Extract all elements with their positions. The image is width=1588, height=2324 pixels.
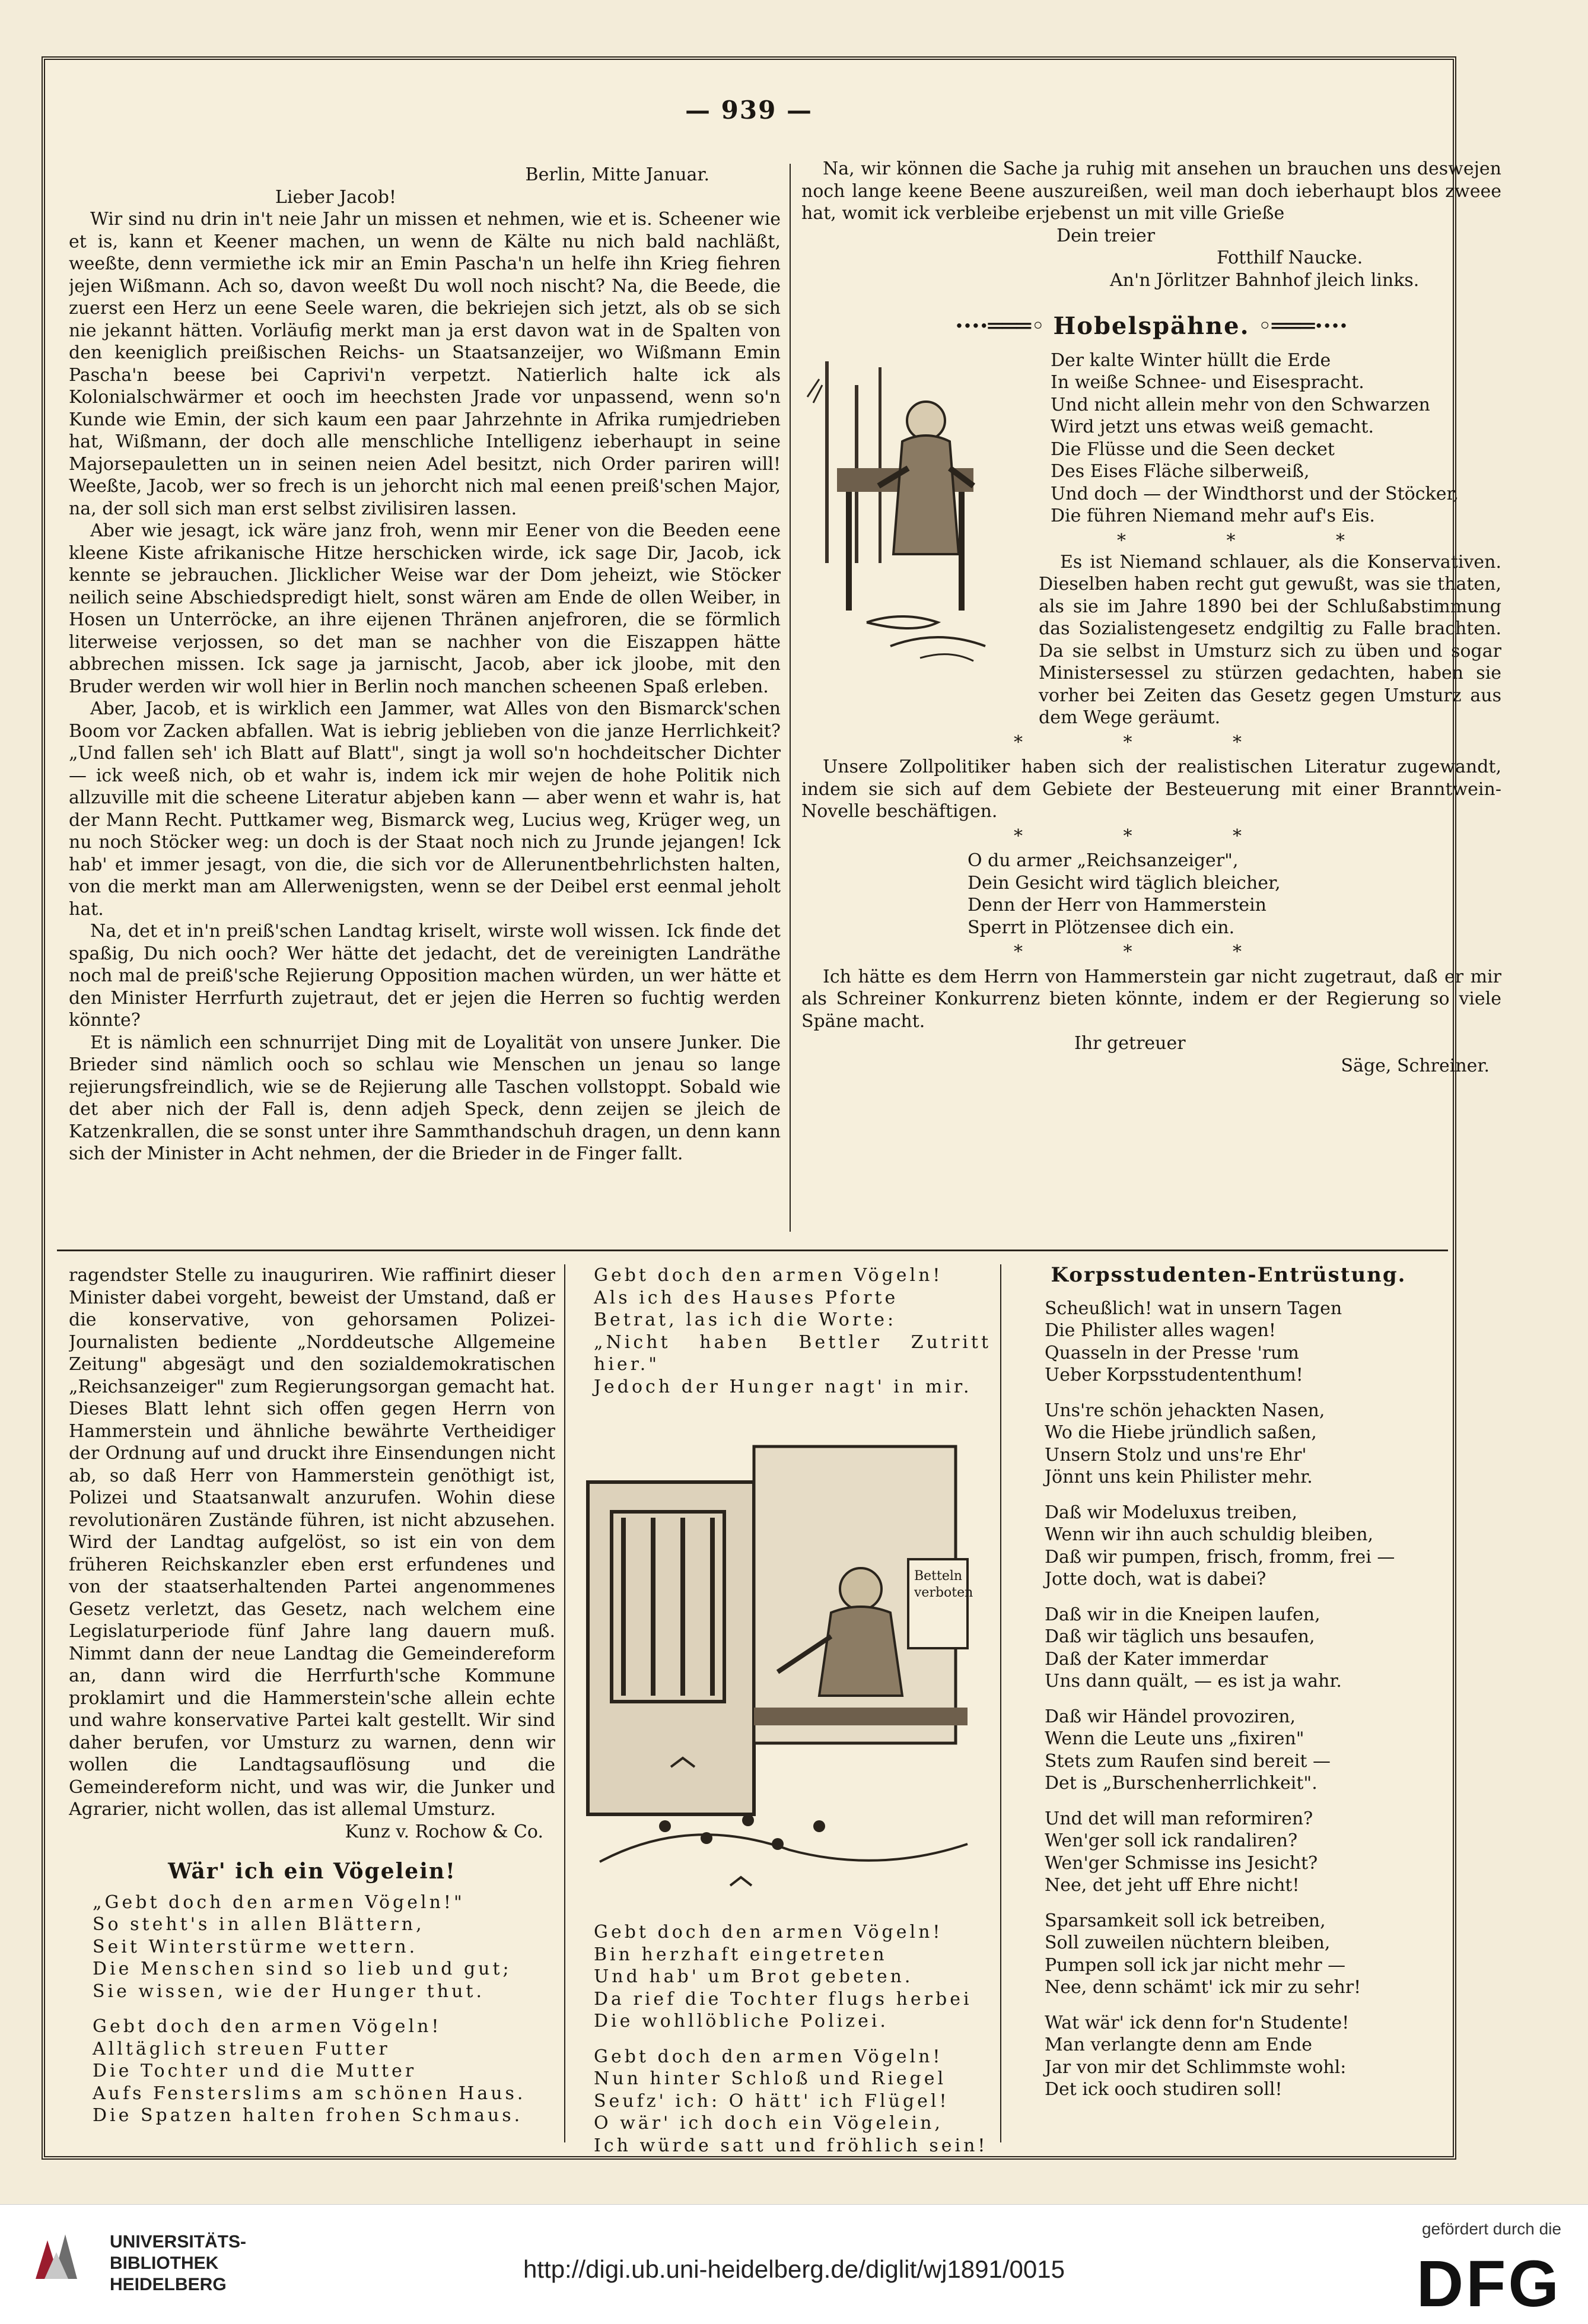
verse-line: Wo die Hiebe jründlich saßen,	[1045, 1422, 1317, 1443]
verse-line: Ueber Korpsstudententhum!	[1045, 1365, 1303, 1385]
hobelspaehne-closing: Ihr getreuer	[1074, 1033, 1186, 1054]
verse-line: Der kalte Winter hüllt die Erde	[1051, 349, 1331, 371]
funding-note: gefördert durch die	[1421, 2220, 1561, 2238]
voegelein-stanza3	[576, 1921, 991, 2033]
verse-line: Wird jetzt uns etwas weiß gemacht.	[1051, 417, 1374, 437]
verse-line: Die wohllöbliche Polizei.	[594, 2011, 889, 2031]
verse-line: Det ick ooch studiren soll!	[1045, 2079, 1283, 2100]
verse-line: Seufz' ich: O hätt' ich Flügel!	[594, 2090, 950, 2112]
stanza	[1045, 1706, 1442, 1795]
verse-line: Sperrt in Plötzensee dich ein.	[968, 917, 1235, 938]
column-divider	[1000, 1264, 1001, 2142]
verse-line: Wen'ger soll ick randaliren?	[1045, 1830, 1298, 1851]
section-divider	[57, 1250, 1448, 1251]
verse-line: Seit Winterstürme wettern.	[93, 1936, 418, 1957]
verse-line: Die Menschen sind so lieb und gut;	[93, 1959, 512, 1979]
section-stars: * * *	[1013, 825, 1290, 847]
letter-place-date: Berlin, Mitte Januar.	[525, 164, 709, 185]
verse-line: Jar von mir det Schlimmste wohl:	[1045, 2056, 1347, 2078]
verse-line: Scheußlich! wat in unsern Tagen	[1045, 1298, 1342, 1319]
sign-text: verboten	[914, 1585, 973, 1600]
verse-line: Aufs Fensterslims am schönen Haus.	[93, 2083, 526, 2104]
library-name-line: BIBLIOTHEK	[110, 2253, 219, 2273]
letter-closing: Dein treier	[1056, 225, 1156, 246]
verse-line: Man verlangte denn am Ende	[1045, 2034, 1313, 2055]
section-stars: * * *	[1116, 530, 1393, 551]
verse-line: Als ich des Hauses Pforte	[594, 1287, 899, 1308]
letter-column	[69, 164, 781, 1244]
verse-line: Uns're schön jehackten Nasen,	[1045, 1400, 1325, 1421]
section-stars: * * *	[1013, 732, 1290, 753]
verse-line: Da rief die Tochter flugs herbei	[594, 1988, 972, 2010]
verse-line: Jedoch der Hunger nagt' in mir.	[594, 1376, 972, 1397]
stanza	[1045, 2012, 1442, 2101]
dfg-logo: DFG	[1416, 2247, 1561, 2320]
verse-line: Jotte doch, wat is dabei?	[1045, 1569, 1266, 1589]
betteln-verboten-sign	[914, 1568, 973, 1601]
letter-paragraph: Wir sind nu drin in't neie Jahr un missen et nehmen, wie et is. Scheener wie et is, kann et Keener machen, un wenn de Kälte nu nich bald nachläßt, weeßte, denn vermiethe ick mir an Emin Pascha'n un helfe ihn Krieg fiehren jejen Wißmann. Ach so, davon weeßt Du woll noch nischt? Na, die Beede, die zuerst een Herz un eene Seele waren, die bekriejen sich jetzt, als ob se sich nie jekannt hätten. Vorläufig merkt man ja erst davon wat in de Spalten von den keeniglich preißischen Reichs- un Staatsanzeijer, wo Wißmann Emin Pascha'n beese bei Caprivi'n verpetzt. Natierlich halte ick als Kolonialschwärmer et ooch im heechsten Jrade vor unpassend, wenn so'n Kunde wie Emin, der sich kaum een paar Jahrzehnte in Afrika rumjedrieben hat, Wißmann, der doch alle menschliche Intelligenz ieberhaupt in seine Majorsepauletten un in seinen neien Adel besitzt, nich Order pariren will! Weeßte, Jacob, wer so frech is un jehorcht nich mal eenen preiß'schen Major, na, der soll sich man erst selbst zivilisiren lassen.	[69, 209, 781, 519]
verse-line: Gebt doch den armen Vögeln!	[594, 2046, 943, 2067]
verse-line: Und det will man reformiren?	[1045, 1808, 1313, 1829]
carpenter-illustration	[801, 349, 1039, 682]
stanza	[1045, 1910, 1442, 1999]
verse-line: Gebt doch den armen Vögeln!	[93, 2016, 442, 2037]
verse-line: Nee, det jeht uff Ehre nicht!	[1045, 1875, 1300, 1896]
letter-address: An'n Jörlitzer Bahnhof jleich links.	[1110, 269, 1420, 291]
letter-right-paragraph: Na, wir können die Sache ja ruhig mit ansehen un brauchen uns deswejen noch lange keene Beene auszureißen, weil man doch ieberhaupt blos zweee hat, womit ick verbleibe erjebenst un mit ville Grieße	[801, 158, 1501, 224]
hobelspaehne-title: ····═══◦ Hobelspähne. ◦═══····	[955, 312, 1348, 340]
letter-paragraph: Aber, Jacob, et is wirklich een Jammer, wat Alles von den Bismarck'schen Boom vor Zacken abfallen. Wat is iebrig jeblieben von die janze Herrlichkeit? „Und fallen seh' ich Blatt auf Blatt", singt ja woll so'n hochdeitscher Dichter — ick weeß nich, ob et wahr is, indem ick mir wejen de hohe Politik nich allzuville mit die scheene Literatur abjeben kann — aber wenn et wahr is, hat der Mann Recht. Puttkamer weg, Bismarck weg, Lucius weg, Krüger weg, un nu noch Stöcker weg: un doch is der Staat noch nich zu Jrunde jejangen! Ick hab' et immer jesagt, von die, die sich vor de Allerunentbehrlichsten halten, von die merkt man am Allerwenigsten, wenn se der Deibel erst eenmal jeholt hat.	[69, 698, 781, 920]
page-number: — 939 —	[685, 96, 813, 125]
voegelein-stanza1	[69, 1891, 555, 2127]
library-footer	[0, 2204, 1588, 2324]
hobelspaehne-signature: Säge, Schreiner.	[1341, 1055, 1490, 1076]
verse-line: Die führen Niemand mehr auf's Eis.	[1051, 506, 1375, 526]
verse-line: Unsern Stolz und uns're Ehr'	[1045, 1444, 1307, 1465]
verse-line: Stets zum Raufen sind bereit —	[1045, 1750, 1331, 1772]
verse-line: O du armer „Reichsanzeiger",	[968, 850, 1239, 871]
verse-line: „Gebt doch den armen Vögeln!"	[93, 1891, 465, 1913]
verse-line: Gebt doch den armen Vögeln!	[594, 1922, 943, 1943]
letter-paragraph: Aber wie jesagt, ick wäre janz froh, wenn mir Eener von die Beeden eene kleene Kiste afrikanische Hitze herschicken wirde, ick sage Dir, Jacob, ick kennte se jebrauchen. Jlicklicher Weise war der Dom jeheizt, wie Stöcker neilich seine Abschiedspredigt hielt, sonst wären am Ende de ollen Weiber, in Hosen un Unterröcke, an ihre eijenen Thränen anjefroren, die se förmlich literweise verjossen, so det man se nachher von die Eiszappen hätte abbrechen missen. Ick sage ja jarnischt, Jacob, aber ick jloobe, mit den Bruder werden wir woll hier in Berlin noch manchen scheenen Spaß erleben.	[69, 520, 781, 697]
column-divider	[564, 1264, 565, 2142]
beggar-illustration	[576, 1411, 979, 1909]
voegelein-stanza4	[576, 2046, 991, 2155]
verse-line: Daß wir Modeluxus treiben,	[1045, 1502, 1298, 1523]
verse-line: Die Philister alles wagen!	[1045, 1320, 1276, 1341]
verse-line: Quasseln in der Presse 'rum	[1045, 1342, 1299, 1363]
library-name-line: UNIVERSITÄTS-	[110, 2232, 247, 2252]
verse-line: „Nicht haben Bettler Zutritt hier."	[594, 1331, 991, 1375]
verse-line: Bin herzhaft eingetreten	[594, 1944, 887, 1965]
verse-line: Daß wir täglich uns besaufen,	[1045, 1626, 1315, 1647]
hobelspaehne-poem2	[801, 850, 1501, 939]
stanza	[1045, 1502, 1442, 1591]
stanza	[1045, 1298, 1442, 1387]
verse-line: O wär' ich doch ein Vögelein,	[594, 2113, 943, 2134]
verse-line: Die Flüsse und die Seen decket	[1051, 438, 1335, 460]
hobelspaehne-para2: Unsere Zollpolitiker haben sich der realistischen Literatur zugewandt, indem sie sich auf dem Gebiete der Besteuerung mit einer Branntwein-Novelle beschäftigen.	[801, 756, 1501, 822]
column-divider	[790, 164, 791, 1232]
letter-paragraph: Et is nämlich een schnurrijet Ding mit de Loyalität von unsere Junker. Die Brieder sind nämlich ooch so schlau wie Menschen un jenau so lange rejierungsfreindlich, wie se de Rejierung alle Taschen vollstoppt. Sobald wie det aber nich der Fall is, denn adjeh Speck, denn zeijen se jleich de Katzenkrallen, die se sonst unter ihre Sammthandschuh dragen, un denn kann sich der Minister in Acht nehmen, der die Brieder in de Finger fallt.	[69, 1032, 781, 1164]
stanza	[1045, 1604, 1442, 1693]
korpsstudenten-title: Korpsstudenten-Entrüstung.	[1051, 1264, 1406, 1287]
voegelein-stanza2	[93, 2015, 555, 2127]
verse-line: Ich würde satt und fröhlich sein!	[594, 2135, 988, 2154]
verse-line: Gebt doch den armen Vögeln!	[594, 1265, 943, 1286]
verse-line: Die Spatzen halten frohen Schmaus.	[93, 2105, 523, 2126]
verse-line: Soll zuweilen nüchtern bleiben,	[1045, 1932, 1331, 1953]
sign-text: Betteln	[914, 1569, 963, 1584]
lower-left-column	[69, 1264, 555, 2154]
verse-line: Betrat, las ich die Worte:	[594, 1309, 897, 1330]
hobelspaehne-column	[801, 158, 1501, 1244]
verse-line: Det is „Burschenherrlichkeit".	[1045, 1773, 1318, 1794]
lower-left-signature: Kunz v. Rochow & Co.	[345, 1821, 543, 1842]
newspaper-page	[42, 56, 1501, 2160]
voegelein-stanza-top	[576, 1264, 991, 1398]
verse-line: Des Eises Fläche silberweiß,	[1051, 461, 1310, 482]
letter-signature: Fotthilf Naucke.	[1217, 247, 1363, 268]
verse-line: Und nicht allein mehr von den Schwarzen	[1051, 394, 1430, 415]
verse-line: Wenn wir ihn auch schuldig bleiben,	[1045, 1524, 1374, 1545]
verse-line: Daß wir Händel provoziren,	[1045, 1706, 1296, 1727]
verse-line: Und doch — der Windthorst und der Stöcker,	[1051, 483, 1459, 504]
verse-line: So steht's in allen Blättern,	[93, 1914, 425, 1935]
section-stars: * * *	[1013, 942, 1290, 962]
stanza	[1045, 1808, 1442, 1897]
verse-line: Wat wär' ick denn for'n Studente!	[1045, 2012, 1350, 2033]
letter-salutation: Lieber Jacob!	[275, 186, 397, 208]
korpsstudenten-poem	[1015, 1298, 1442, 2101]
verse-line: Denn der Herr von Hammerstein	[968, 895, 1266, 915]
verse-line: Dein Gesicht wird täglich bleicher,	[968, 872, 1281, 894]
verse-line: In weiße Schnee- und Eisespracht.	[1051, 372, 1364, 393]
verse-line: Nee, denn schämt' ick mir zu sehr!	[1045, 1977, 1361, 1998]
verse-line: Nun hinter Schloß und Riegel	[594, 2068, 947, 2089]
hobelspaehne-para3: Ich hätte es dem Herrn von Hammerstein gar nicht zugetraut, daß er mir als Schreiner Konkurrenz bieten könnte, indem er der Regierung so viele Späne macht.	[801, 966, 1501, 1032]
verse-line: Sie wissen, wie der Hunger thut.	[93, 1980, 485, 2002]
verse-line: Uns dann quält, — es ist ja wahr.	[1045, 1671, 1342, 1692]
verse-line: Alltäglich streuen Futter	[93, 2038, 390, 2059]
verse-line: Die Tochter und die Mutter	[93, 2061, 417, 2081]
korpsstudenten-column	[1015, 1264, 1442, 2154]
library-name-line: HEIDELBERG	[110, 2275, 227, 2294]
verse-line: Daß wir in die Kneipen laufen,	[1045, 1604, 1320, 1625]
verse-line: Wen'ger Schmisse ins Jesicht?	[1045, 1852, 1318, 1874]
hobelspaehne-para1: Es ist Niemand schlauer, als die Konservativen. Dieselben haben recht gut gewußt, was sie thaten, als sie im Jahre 1890 bei der Schlußabstimmung das Sozialistengesetz endgiltig zu Falle brachten. Da sie selbst in Umsturz sich zu üben und sogar Ministersessel zu stürzen gedachten, haben sie vorher bei Zeiten das Gesetz gegen Umsturz aus dem Wege geräumt.	[1039, 551, 1501, 728]
verse-line: Sparsamkeit soll ick betreiben,	[1045, 1910, 1326, 1931]
letter-paragraph: Na, det et in'n preiß'schen Landtag kriselt, wirste woll wissen. Ick finde det spaßig, Du nich ooch? Wer hätte det jedacht, det de vereinigten Landräthe noch mal de preiß'sche Rejierung Opposition machen würden, un wer hätte et den Minister Herrfurth zujetraut, det er jejen die Herren so fuchtig werden könnte?	[69, 921, 781, 1031]
verse-line: Pumpen soll ick jar nicht mehr —	[1045, 1954, 1346, 1976]
lower-left-paragraph: ragendster Stelle zu inauguriren. Wie raffinirt dieser Minister dabei vorgeht, beweist der Umstand, daß er die konservative, von gehorsamen Polizei-Journalisten bediente „Norddeutsche Allgemeine Zeitung" abgesägt und den sozialdemokratischen „Reichsanzeiger" zum Regierungsorgan gemacht hat. Dieses Blatt lehnt sich offen gegen Herrn von Hammerstein und ähnliche bewährte Vertheidiger der Ordnung auf und druckt ihre Einsendungen nicht ab, so daß Herr von Hammerstein genöthigt ist, Polizei und Staatsanwalt anzurufen. Wohin diese revolutionären Zustände führen, ist nicht abzusehen. Wird der Landtag aufgelöst, so ist ein von dem früheren Reichskanzler eben erst erfundenes und von der staatserhaltenden Partei angenommenes Gesetz verletzt, das Gesetz, nach welchem eine Legislaturperiode fünf Jahre lang dauern muß. Nimmt dann der neue Landtag die Gemeindereform an, dann wird die Herrfurth'sche Kommune proklamirt und die Hammerstein'sche allein echte und wahre konservative Partei kalt gestellt. Wir sind daher berufen, vor Umsturz zu warnen, denn wir wollen die Landtagsauflösung und die Gemeindereform nicht, und was wir, die Junker und Agrarier, nicht wollen, das ist allemal Umsturz.	[69, 1265, 555, 1820]
verse-line: Und hab' um Brot gebeten.	[594, 1966, 914, 1987]
verse-line: Daß wir pumpen, frisch, fromm, frei —	[1045, 1546, 1395, 1568]
voegelein-title: Wär' ich ein Vögelein!	[168, 1859, 456, 1884]
hobelspaehne-title-text: Hobelspähne.	[1053, 312, 1250, 340]
middle-column	[576, 1264, 991, 2154]
digital-library-url[interactable]: http://digi.ub.uni-heidelberg.de/diglit/wj1891/0015	[523, 2255, 1065, 2283]
stanza	[1045, 1400, 1442, 1489]
verse-line: Wenn die Leute uns „fixiren"	[1045, 1728, 1304, 1749]
verse-line: Jönnt uns kein Philister mehr.	[1045, 1467, 1313, 1487]
verse-line: Daß der Kater immerdar	[1045, 1648, 1268, 1670]
